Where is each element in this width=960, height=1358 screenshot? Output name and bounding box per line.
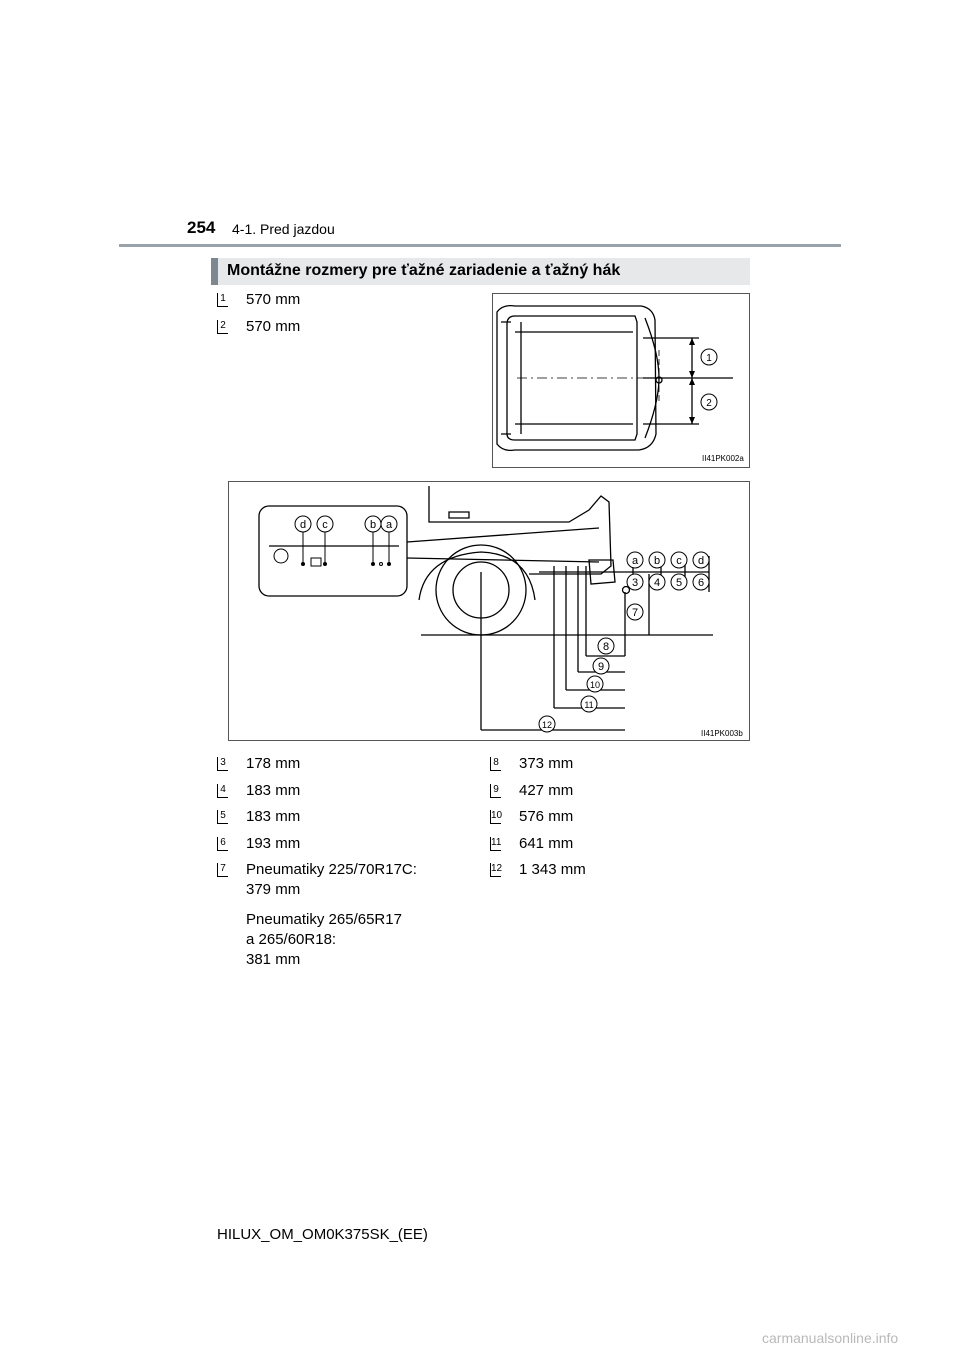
svg-text:3: 3 [631,577,639,589]
header-divider [119,244,841,247]
item-number: 5 [217,810,228,824]
item-number: 6 [217,837,228,851]
item-number: 2 [217,320,228,334]
callout-1 [701,349,717,365]
callout-12 [539,716,555,732]
svg-text:1: 1 [706,353,712,364]
list-item-1 [217,290,417,310]
list-item-10 [490,807,690,827]
svg-text:b: b [653,555,661,567]
extra-line-3: 381 mm [246,951,301,968]
item-number: 10 [490,810,501,824]
section-heading [211,258,750,285]
svg-text:8: 8 [602,641,610,653]
item-number: 8 [490,757,501,771]
list-item-5 [217,807,457,827]
extra-line-1: Pneumatiky 265/65R17 [246,911,402,928]
item-value: 183 mm [246,808,301,825]
svg-text:b: b [369,519,377,531]
item-value: 570 mm [246,291,301,308]
svg-text:d: d [697,555,705,567]
svg-text:a: a [631,555,639,567]
item-number: 9 [490,784,501,798]
callout-3 [627,574,643,590]
item-number: 1 [217,293,228,307]
svg-text:c: c [322,519,328,531]
side-view-drawing [229,482,749,740]
svg-text:11: 11 [584,700,594,710]
svg-text:c: c [676,555,682,567]
callout-6 [693,574,709,590]
svg-text:7: 7 [631,607,639,619]
watermark: carmanualsonline.info [762,1330,899,1346]
inset-letter-b [365,516,381,532]
item-value-line2: 379 mm [246,881,301,898]
extra-line-2: a 265/60R18: [246,931,337,948]
callout-9 [593,658,609,674]
list-item-11 [490,834,690,854]
item-value: 193 mm [246,835,301,852]
svg-text:a: a [385,519,393,531]
letter-a [627,552,643,568]
inset-letter-d [295,516,311,532]
list-item-7-extra [246,910,466,970]
item-value: 373 mm [519,755,574,772]
svg-text:5: 5 [675,577,683,589]
section-heading-text: Montážne rozmery pre ťažné zariadenie a ťažný hák [227,262,621,279]
item-number: 12 [490,863,501,877]
letter-b [649,552,665,568]
svg-text:d: d [299,519,307,531]
list-item-6 [217,834,457,854]
callout-8 [598,638,614,654]
list-item-12 [490,860,690,880]
item-value: 641 mm [519,835,574,852]
inset-letter-a [381,516,397,532]
figure-top-view [492,293,750,468]
list-item-4 [217,781,457,801]
item-number: 3 [217,757,228,771]
svg-text:12: 12 [541,720,553,730]
top-view-drawing [493,294,749,467]
item-value: 576 mm [519,808,574,825]
item-value: 178 mm [246,755,301,772]
list-item-8 [490,754,690,774]
page-number: 254 [187,218,216,237]
list-item-9 [490,781,690,801]
svg-text:10: 10 [589,680,601,690]
item-number: 7 [217,863,228,877]
item-value: 570 mm [246,318,301,335]
list-item-7 [217,860,457,900]
section-title: 4-1. Pred jazdou [232,221,335,237]
callout-5 [671,574,687,590]
letter-c [671,552,687,568]
document-code: HILUX_OM_OM0K375SK_(EE) [217,1226,428,1243]
list-item-3 [217,754,457,774]
item-value: 1 343 mm [519,861,586,878]
list-item-2 [217,317,417,337]
figure-side-view [228,481,750,741]
item-value-line1: Pneumatiky 225/70R17C: [246,861,417,878]
item-value: 427 mm [519,782,574,799]
item-number: 11 [490,837,501,851]
svg-text:2: 2 [706,398,712,409]
callout-4 [649,574,665,590]
callout-11 [581,696,597,712]
figure-code: II41PK002a [702,454,744,463]
letter-d [693,552,709,568]
callout-10 [587,676,603,692]
callout-7 [627,604,643,620]
item-value: 183 mm [246,782,301,799]
item-number: 4 [217,784,228,798]
svg-text:4: 4 [653,577,661,589]
inset-letter-c [317,516,333,532]
figure-code: II41PK003b [701,729,743,738]
callout-2 [701,394,717,410]
svg-text:9: 9 [597,661,605,673]
svg-text:6: 6 [697,577,705,589]
